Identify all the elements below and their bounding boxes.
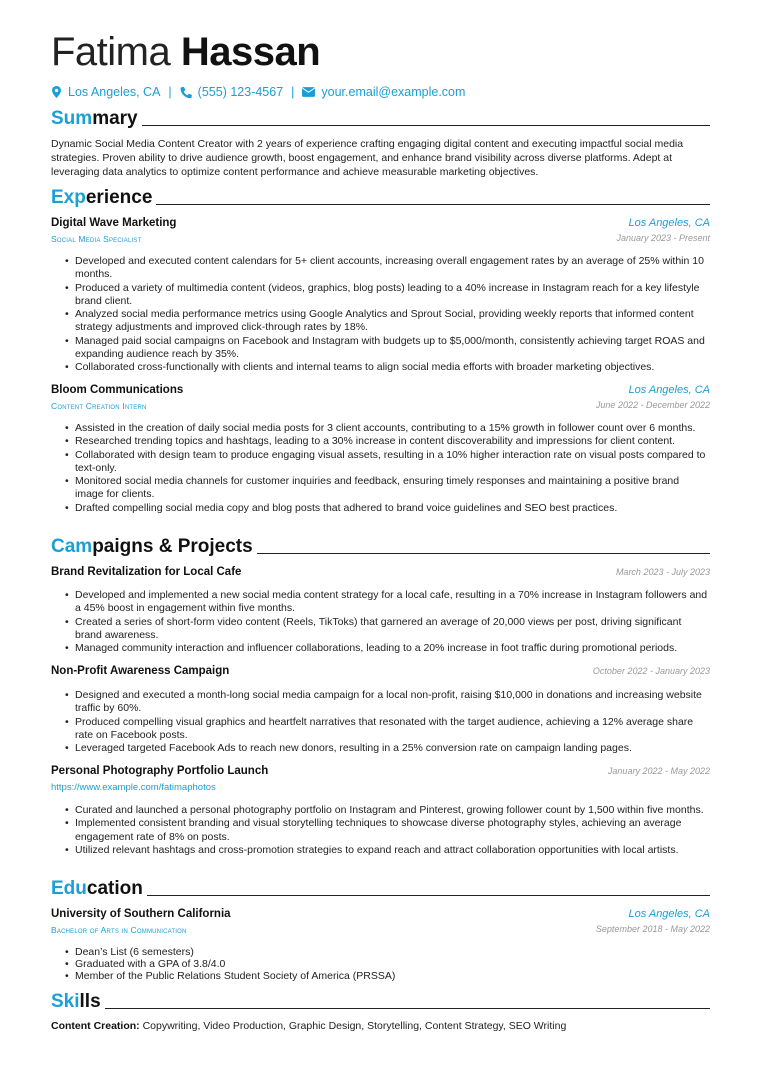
job-location: Los Angeles, CA: [628, 384, 710, 396]
section-header-education: [51, 878, 710, 900]
list-item: • Collaborated with design team to produce engaging visual assets, resulting in a 10% higher interaction rate on visual posts compared to text-only.: [65, 449, 710, 476]
phone-icon: [180, 86, 192, 98]
list-item: • Monitored social media channels for customer inquiries and feedback, ensuring timely responses and maintaining a positive brand image for clients.: [65, 475, 710, 502]
phone-text: (555) 123-4567: [197, 85, 284, 99]
section-rule: [105, 1008, 710, 1009]
location-text: Los Angeles, CA: [68, 85, 161, 99]
envelope-icon: [302, 87, 315, 97]
job-company: Digital Wave Marketing: [51, 217, 177, 229]
job-bullets: [65, 255, 710, 375]
section-title: Education: [51, 878, 143, 899]
list-item: • Drafted compelling social media copy and blog posts that adhered to brand voice guidelines and SEO best practices.: [65, 502, 710, 515]
section-rule: [156, 204, 710, 205]
list-item: • Member of the Public Relations Student Society of America (PRSSA): [65, 970, 710, 982]
contact-separator: |: [291, 85, 295, 99]
section-header-experience: [51, 187, 710, 209]
job-location: Los Angeles, CA: [628, 217, 710, 229]
job-role: Social Media Specialist: [51, 234, 142, 244]
job-bullets: [65, 422, 710, 515]
section-rule: [142, 125, 710, 126]
education-bullets: [65, 946, 710, 982]
job-dates: June 2022 - December 2022: [595, 400, 710, 410]
section-title: Summary: [51, 108, 138, 129]
section-title: Skills: [51, 991, 101, 1012]
job-dates: January 2023 - Present: [616, 233, 710, 243]
contact-line: [51, 85, 465, 99]
project-name: Non-Profit Awareness Campaign: [51, 665, 230, 677]
education-dates: September 2018 - May 2022: [595, 924, 710, 934]
list-item: • Collaborated cross-functionally with clients and internal teams to align social media efforts with broader marketing objectives.: [65, 361, 710, 374]
section-header-projects: [51, 536, 710, 558]
project-dates: October 2022 - January 2023: [592, 666, 710, 676]
project-dates: January 2022 - May 2022: [607, 766, 710, 776]
degree: Bachelor of Arts in Communication: [51, 925, 187, 935]
job-role: Content Creation Intern: [51, 401, 147, 411]
section-header-summary: [51, 108, 710, 130]
list-item: • Implemented consistent branding and visual storytelling techniques to showcase diverse photography styles, achieving an average engagement rate of 8% on posts.: [65, 817, 710, 844]
summary-text: Dynamic Social Media Content Creator with 2 years of experience crafting engaging digital content and executing impactful social media strategies. Proven ability to drive audience growth, boost engagement, and enhance brand visibility across diverse platforms. Adept at leveraging data analytics to optimize content performance and achieve measurable marketing objectives.: [51, 138, 684, 178]
project-bullets: [65, 589, 710, 655]
first-name: Fatima: [51, 30, 171, 74]
project-name: Personal Photography Portfolio Launch: [51, 765, 269, 777]
list-item: • Managed paid social campaigns on Facebook and Instagram with budgets up to $5,000/month, consistently achieving target ROAS and expanding audience reach by 35%.: [65, 335, 710, 362]
list-item: • Designed and executed a month-long social media campaign for a local non-profit, raising $10,000 in donations and increasing website traffic by 60%.: [65, 689, 710, 716]
portfolio-link[interactable]: https://www.example.com/fatimaphotos: [51, 782, 216, 793]
contact-separator: |: [168, 85, 172, 99]
section-rule: [257, 553, 710, 554]
list-item: • Graduated with a GPA of 3.8/4.0: [65, 958, 710, 970]
skill-category: Content Creation:: [51, 1020, 140, 1032]
section-header-skills: [51, 991, 710, 1013]
school-name: University of Southern California: [51, 908, 231, 920]
list-item: • Produced compelling visual graphics and heartfelt narratives that resonated with the target audience, achieving a 12% average share rate on Facebook posts.: [65, 716, 710, 743]
school-location: Los Angeles, CA: [628, 908, 710, 920]
list-item: • Developed and executed content calendars for 5+ client accounts, increasing overall engagement rates by an average of 25% within 10 months.: [65, 255, 710, 282]
list-item: • Utilized relevant hashtags and cross-promotion strategies to expand reach and attract collaboration opportunities with local artists.: [65, 844, 710, 857]
list-item: • Leveraged targeted Facebook Ads to reach new donors, resulting in a 25% conversion rate on campaign landing pages.: [65, 742, 710, 755]
section-rule: [147, 895, 710, 896]
project-bullets: [65, 804, 710, 857]
project-name: Brand Revitalization for Local Cafe: [51, 566, 242, 578]
last-name: Hassan: [180, 30, 321, 74]
list-item: • Curated and launched a personal photography portfolio on Instagram and Pinterest, growing follower count by 1,500 within five months.: [65, 804, 710, 817]
section-title: Campaigns & Projects: [51, 536, 253, 557]
list-item: • Developed and implemented a new social media content strategy for a local cafe, resulting in a 70% increase in Instagram followers and a 45% boost in engagement within five months.: [65, 589, 710, 616]
skill-values: Copywriting, Video Production, Graphic Design, Storytelling, Content Strategy, SEO Writing: [139, 1020, 567, 1032]
list-item: • Managed community interaction and influencer collaborations, leading to a 20% increase in foot traffic during promotional periods.: [65, 642, 710, 655]
list-item: • Created a series of short-form video content (Reels, TikToks) that garnered an average of 20,000 views per post, driving significant brand awareness.: [65, 616, 710, 643]
project-dates: March 2023 - July 2023: [615, 567, 710, 577]
candidate-name: [51, 30, 320, 74]
map-marker-icon: [51, 86, 62, 98]
list-item: • Assisted in the creation of daily social media posts for 3 client accounts, contributing to a 15% growth in follower count over 6 months.: [65, 422, 710, 435]
job-company: Bloom Communications: [51, 384, 184, 396]
list-item: • Analyzed social media performance metrics using Google Analytics and Sprout Social, providing weekly reports that informed content strategy adjustments and improved click-through rates by 18%.: [65, 308, 710, 335]
list-item: • Dean’s List (6 semesters): [65, 946, 710, 958]
project-bullets: [65, 689, 710, 755]
skills-line: [51, 1020, 566, 1032]
email-link[interactable]: your.email@example.com: [321, 85, 466, 99]
section-title: Experience: [51, 187, 153, 208]
list-item: • Produced a variety of multimedia content (videos, graphics, blog posts) leading to a 40% increase in Instagram reach for a key lifestyle brand client.: [65, 282, 710, 309]
list-item: • Researched trending topics and hashtags, leading to a 30% increase in content discoverability and impressions for client content.: [65, 435, 710, 448]
